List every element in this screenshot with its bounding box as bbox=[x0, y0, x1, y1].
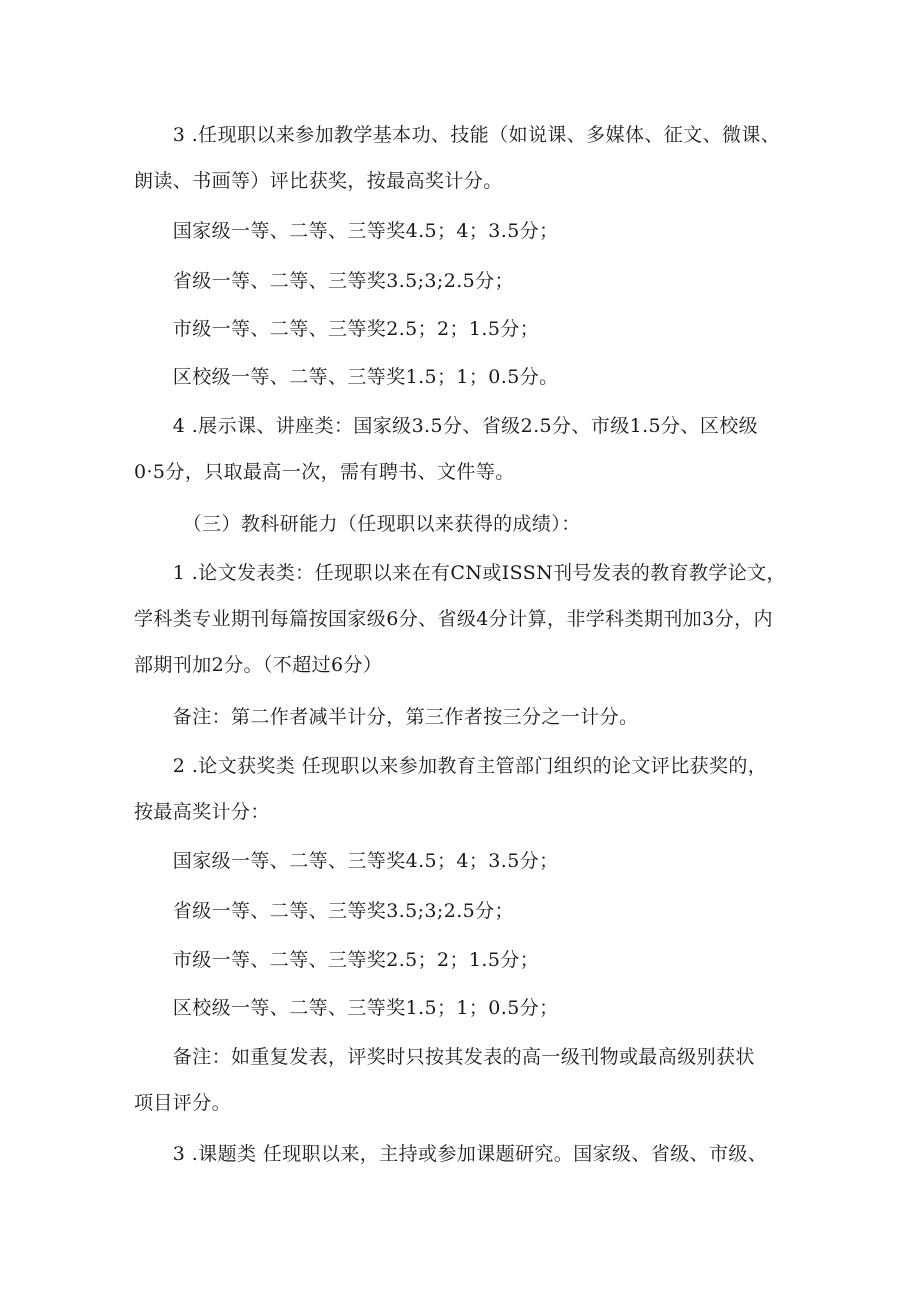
section-heading-research-ability bbox=[134, 501, 794, 547]
text-line: 3 .课题类 任现职以来，主持或参加课题研究。国家级、省级、市级、 bbox=[134, 1143, 768, 1165]
paragraph-demo-lecture bbox=[134, 403, 794, 495]
paragraph-paper-award bbox=[134, 743, 794, 835]
paragraph-city-award-scores bbox=[134, 306, 794, 352]
paragraph-provincial-award-scores bbox=[134, 258, 794, 304]
text-line: 朗读、书画等）评比获奖，按最高奖计分。 bbox=[134, 170, 503, 192]
paragraph-paper-publication bbox=[134, 550, 794, 688]
paragraph-research-project bbox=[134, 1131, 794, 1177]
paragraph-national-award-scores bbox=[134, 208, 794, 254]
text-line: 按最高奖计分： bbox=[134, 801, 270, 823]
text-line: 备注：第二作者减半计分，第三作者按三分之一计分。 bbox=[134, 706, 639, 728]
text-line: 部期刊加2分。（不超过6分） bbox=[134, 654, 383, 676]
paragraph-district-award-scores bbox=[134, 354, 794, 400]
text-line: 市级一等、二等、三等奖2.5；2；1.5分； bbox=[134, 949, 540, 971]
text-line: （三）教科研能力（任现职以来获得的成绩）： bbox=[134, 513, 581, 535]
text-line: 0·5分，只取最高一次，需有聘书、文件等。 bbox=[134, 461, 515, 483]
text-line: 市级一等、二等、三等奖2.5；2；1.5分； bbox=[134, 318, 540, 340]
paragraph-teaching-skills-award bbox=[134, 112, 794, 204]
text-line: 3 .任现职以来参加教学基本功、技能（如说课、多媒体、征文、微课、 bbox=[134, 124, 781, 146]
paragraph-provincial-paper-award-scores bbox=[134, 888, 794, 934]
text-line: 国家级一等、二等、三等奖4.5；4；3.5分； bbox=[134, 850, 559, 872]
text-line: 4 .展示课、讲座类：国家级3.5分、省级2.5分、市级1.5分、区校级 bbox=[134, 415, 759, 437]
text-line: 区校级一等、二等、三等奖1.5；1；0.5分。 bbox=[134, 366, 559, 388]
text-line: 2 .论文获奖类 任现职以来参加教育主管部门组织的论文评比获奖的， bbox=[134, 755, 768, 777]
text-line: 国家级一等、二等、三等奖4.5；4；3.5分； bbox=[134, 220, 559, 242]
text-line: 区校级一等、二等、三等奖1.5；1；0.5分； bbox=[134, 997, 559, 1019]
paragraph-author-note bbox=[134, 694, 794, 740]
text-line: 项目评分。 bbox=[134, 1092, 232, 1114]
text-line: 1 .论文发表类：任现职以来在有CN或ISSN刊号发表的教育教学论文， bbox=[134, 562, 786, 584]
text-line: 省级一等、二等、三等奖3.5;3;2.5分； bbox=[134, 900, 514, 922]
paragraph-national-paper-award-scores bbox=[134, 838, 794, 884]
text-line: 省级一等、二等、三等奖3.5;3;2.5分； bbox=[134, 270, 514, 292]
text-line: 学科类专业期刊每篇按国家级6分、省级4分计算，非学科类期刊加3分，内 bbox=[134, 608, 773, 630]
text-line: 备注：如重复发表，评奖时只按其发表的高一级刊物或最高级别获状 bbox=[134, 1046, 755, 1068]
paragraph-district-paper-award-scores bbox=[134, 985, 794, 1031]
paragraph-city-paper-award-scores bbox=[134, 937, 794, 983]
paragraph-duplicate-publication-note bbox=[134, 1034, 794, 1126]
